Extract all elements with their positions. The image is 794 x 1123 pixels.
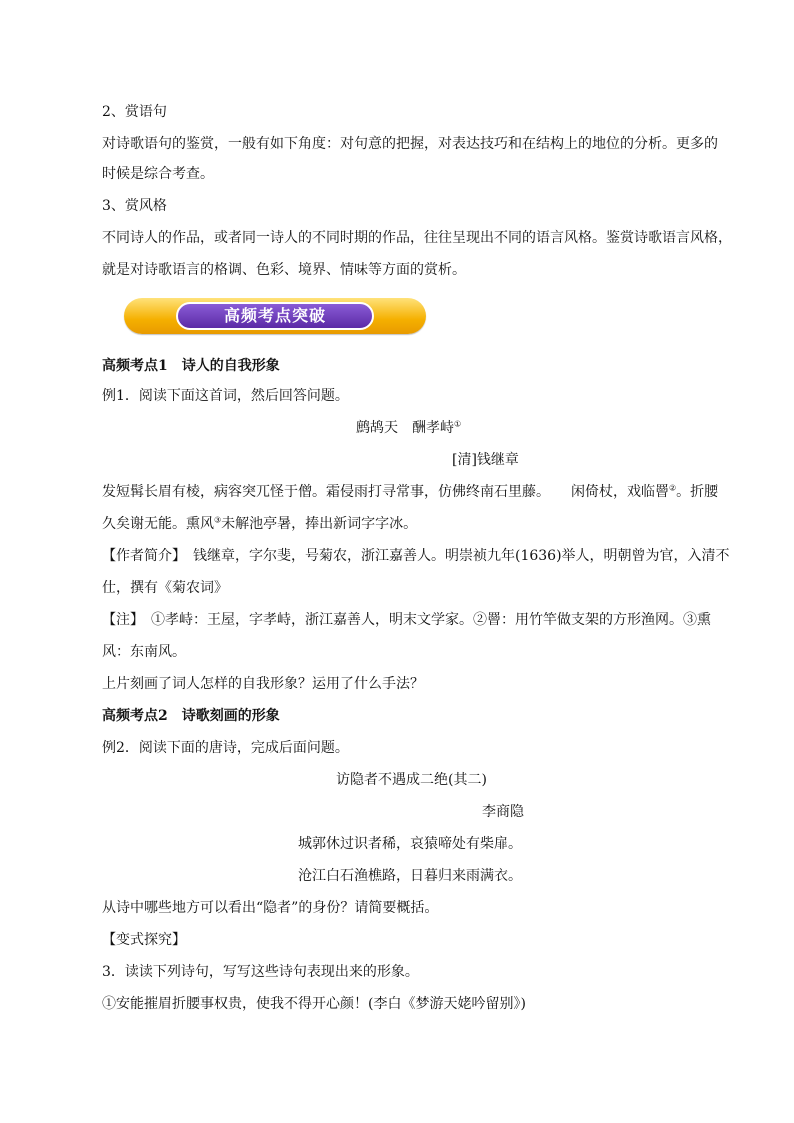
example-1-question: 上片刻画了词人怎样的自我形象？运用了什么手法？ bbox=[102, 676, 424, 692]
section-3-paragraph-line-1: 不同诗人的作品，或者同一诗人的不同时期的作品，往往呈现出不同的语言风格。鉴赏诗歌语言风格， bbox=[102, 230, 732, 246]
section-2-title: 2、赏语句 bbox=[102, 104, 167, 120]
variant-section-title: 【变式探究】 bbox=[102, 932, 186, 948]
key-point-1-title: 高频考点1 诗人的自我形象 bbox=[102, 358, 280, 374]
poem-2-line-2: 沧江白石渔樵路，日暮归来雨满衣。 bbox=[298, 868, 522, 884]
section-2-paragraph-line-2: 时候是综合考查。 bbox=[102, 166, 214, 182]
poem-1-line-2: 久矣谢无能。熏风③未解池亭暑，捧出新词字字冰。 bbox=[102, 515, 418, 532]
example-2-prompt: 例2．阅读下面的唐诗，完成后面问题。 bbox=[102, 740, 349, 756]
variant-item-1: ①安能摧眉折腰事权贵，使我不得开心颜！(李白《梦游天姥吟留别》) bbox=[102, 996, 526, 1012]
poem-2-title: 访隐者不遇成二绝(其二) bbox=[336, 772, 487, 788]
author-intro-line-2: 仕，撰有《菊农词》 bbox=[102, 580, 228, 596]
key-point-2-title: 高频考点2 诗歌刻画的形象 bbox=[102, 708, 280, 724]
poem-2-line-1: 城郭休过识者稀，哀猿啼处有柴扉。 bbox=[298, 836, 522, 852]
poem-2-author: 李商隐 bbox=[482, 804, 524, 820]
section-3-paragraph-line-2: 就是对诗歌语言的格调、色彩、境界、情味等方面的赏析。 bbox=[102, 262, 466, 278]
notes-line-2: 风：东南风。 bbox=[102, 644, 186, 660]
footnote-marker-2: ② bbox=[669, 483, 677, 493]
example-1-prompt: 例1．阅读下面这首词，然后回答问题。 bbox=[102, 388, 349, 404]
section-3-title: 3、赏风格 bbox=[102, 198, 167, 214]
footnote-marker-3: ③ bbox=[214, 515, 222, 525]
notes-line-1: 【注】 ①孝峙：王屋，字孝峙，浙江嘉善人，明末文学家。②罾：用竹竿做支架的方形渔网。③熏 bbox=[102, 612, 711, 628]
section-2-paragraph-line-1: 对诗歌语句的鉴赏，一般有如下角度：对句意的把握，对表达技巧和在结构上的地位的分析。更多的 bbox=[102, 136, 718, 152]
variant-question-3: 3．读读下列诗句，写写这些诗句表现出来的形象。 bbox=[102, 964, 419, 980]
poem-1-title: 鹧鸪天 酬孝峙① bbox=[356, 419, 462, 436]
poem-1-author: [清]钱继章 bbox=[452, 452, 519, 468]
author-intro-line-1: 【作者简介】 钱继章，字尔斐，号菊农，浙江嘉善人。明崇祯九年(1636)举人，明朝曾为官，入清不 bbox=[102, 548, 730, 564]
footnote-marker-1: ① bbox=[454, 419, 462, 429]
section-banner bbox=[124, 298, 426, 334]
poem-1-line-1: 发短髯长眉有棱，病容突兀怪于僧。霜侵雨打寻常事，仿佛终南石里藤。 闲倚杖，戏临罾②。折腰 bbox=[102, 483, 719, 500]
banner-label: 高频考点突破 bbox=[176, 302, 374, 330]
example-2-question: 从诗中哪些地方可以看出“隐者”的身份？请简要概括。 bbox=[102, 900, 439, 916]
